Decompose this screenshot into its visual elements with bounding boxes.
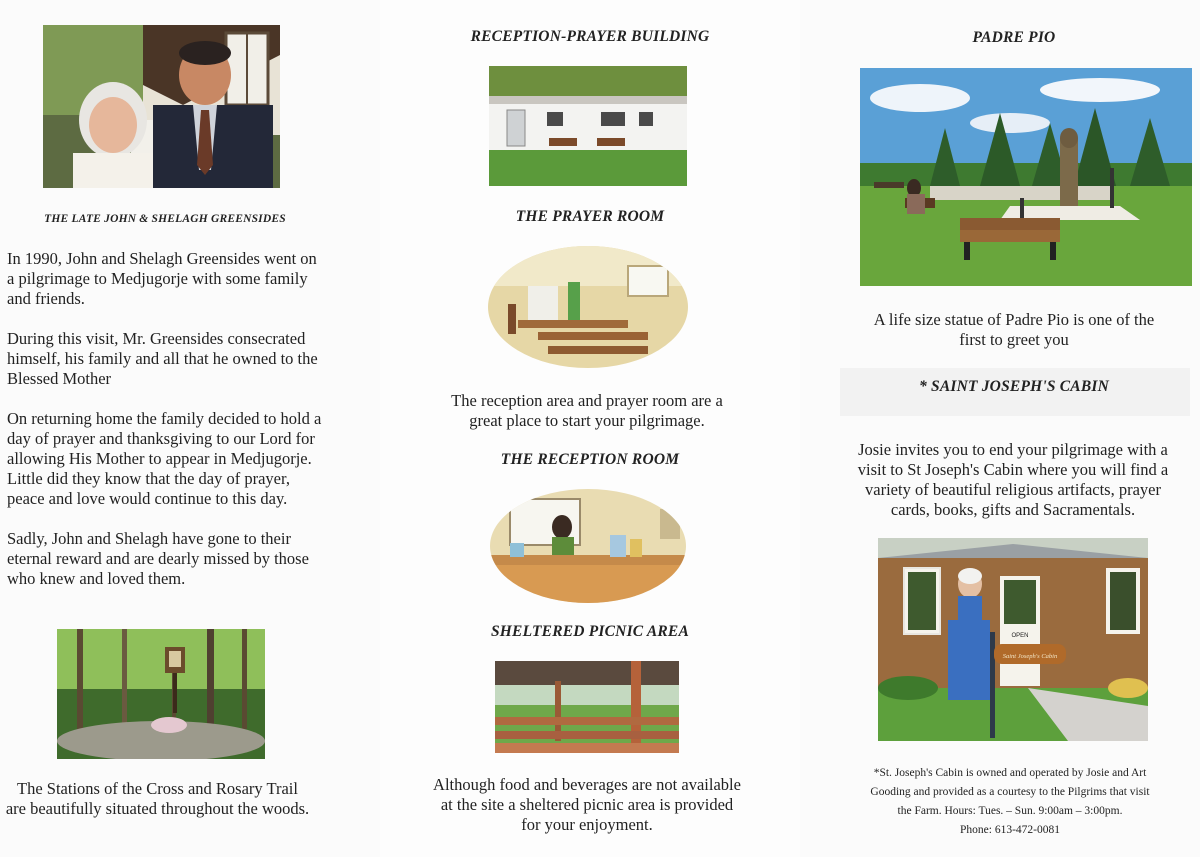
cabin-heading: * SAINT JOSEPH'S CABIN [918,378,1110,395]
trail-text: The Stations of the Cross and Rosary Trail are beautifully situated throughout the woods. [5,779,310,818]
greensides-couple-photo [43,25,280,188]
greensides-caption: THE LATE JOHN & SHELAGH GREENSIDES [44,213,286,225]
history-paragraph: Sadly, John and Shelagh have gone to their eternal reward and are dearly missed by those who knew and loved them. [7,529,309,588]
reception-building-photo [489,66,687,186]
footnote-phone: Phone: 613-472-0081 [960,824,1060,836]
reception-building-heading: RECEPTION-PRAYER BUILDING [470,28,710,45]
cabin-footnote [840,764,1180,840]
history-paragraph: On returning home the family decided to hold a day of prayer and thanksgiving to our Lord for allowing His Mother to appear in Medjugorje. Little did they know that the day of prayer, peace and love would continue to this day. [7,409,322,508]
footnote-line: *St. Joseph's Cabin is owned and operated by Josie and Art [873,767,1147,779]
reception-room-heading: THE RECEPTION ROOM [500,451,680,468]
padre-pio-statue-photo [860,68,1192,286]
prayer-room-text: The reception area and prayer room are a great place to start your pilgrimage. [451,391,723,430]
footnote-line: the Farm. Hours: Tues. – Sun. 9:00am – 3:00pm. [897,805,1123,817]
padre-pio-text: A life size statue of Padre Pio is one of the first to greet you [873,310,1155,349]
cabin-door-sign: OPEN [1011,633,1029,639]
stations-trail-photo [57,629,265,759]
cabin-text: Josie invites you to end your pilgrimage with a visit to St Joseph's Cabin where you will find a variety of beautiful religious artifacts, prayer cards, books, gifts and Sacramentals. [857,440,1169,519]
picnic-text: Although food and beverages are not available at the site a sheltered picnic area is provided for your enjoyment. [433,775,741,834]
right-panel [800,0,1200,857]
history-paragraph: In 1990, John and Shelagh Greensides went on a pilgrimage to Medjugorje with some family and friends. [7,249,317,308]
prayer-room-photo [488,246,688,368]
reception-room-photo [490,489,686,603]
footnote-line: Gooding and provided as a courtesy to the Pilgrims that visit [870,786,1150,798]
cabin-hanging-sign: Saint Joseph's Cabin [1002,653,1058,660]
picnic-shelter-photo [495,661,679,753]
history-text [7,249,327,609]
left-panel [0,0,380,857]
history-paragraph: During this visit, Mr. Greensides consecrated himself, his family and all that he owned to the Blessed Mother [7,329,318,388]
picnic-heading: SHELTERED PICNIC AREA [490,623,689,640]
middle-panel [380,0,800,857]
padre-pio-heading: PADRE PIO [972,29,1056,46]
st-joseph-cabin-photo [878,538,1148,741]
prayer-room-heading: THE PRAYER ROOM [515,208,665,225]
